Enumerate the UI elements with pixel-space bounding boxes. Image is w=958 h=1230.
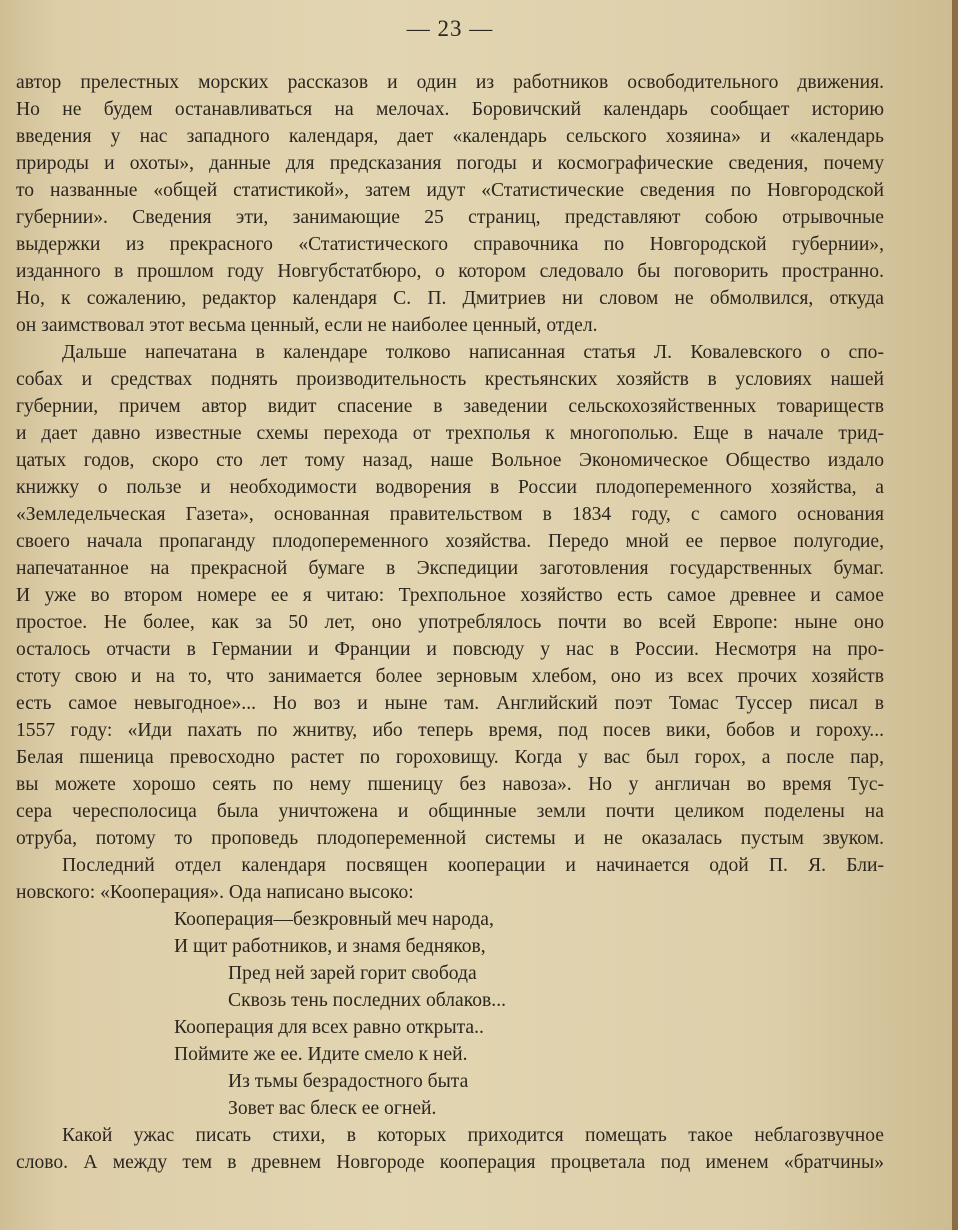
text-line: стоту свою и на то, что занимается более зерновым хлебом, оно из всех прочих хозяйств [16,666,884,687]
text-line: Белая пшеница превосходно растет по гороховищу. Когда у вас был горох, а после пар, [16,747,884,768]
page-edge [952,0,958,1230]
poem-line: Кооперация для всех равно открыта.. [174,1017,484,1038]
poem-line: Из тьмы безрадостного быта [228,1071,469,1092]
text-line: Какой ужас писать стихи, в которых приходится помещать такое неблагозвучное [62,1125,884,1146]
poem-line: Кооперация—безкровный меч народа, [174,909,494,930]
text-line: то названные «общей статистикой», затем идут «Статистические сведения по Новгородской [16,180,884,201]
text-line: выдержки из прекрасного «Статистического справочника по Новгородской губернии», [16,234,884,255]
text-line: Дальше напечатана в календаре толково написанная статья Л. Ковалевского о спо- [62,342,884,363]
text-line: вы можете хорошо сеять по нему пшеницу без навоза». Но у англичан во время Тус- [16,774,884,795]
text-line: есть самое невыгодное»... Но воз и ныне там. Английский поэт Томас Туссер писал в [16,693,884,714]
poem-line: Поймите же ее. Идите смело к ней. [174,1044,468,1065]
text-line: автор прелестных морских рассказов и один из работников освободительного движения. [16,72,884,93]
text-line: Последний отдел календаря посвящен кооперации и начинается одой П. Я. Бли- [62,855,884,876]
text-line: И уже во втором номере ее я читаю: Трехпольное хозяйство есть самое древнее и самое [16,585,884,606]
page-number: — 23 — [406,16,494,41]
poem-line: И щит работников, и знамя бедняков, [174,936,486,957]
poem-line: Пред ней зарей горит свобода [228,963,477,984]
text-line: цатых годов, скоро сто лет тому назад, наше Вольное Экономическое Общество издало [16,450,884,471]
text-line: собах и средствах поднять производительность крестьянских хозяйств в условиях нашей [16,369,884,390]
text-line: природы и охоты», данные для предсказания погоды и космографические сведения, почему [16,153,884,174]
text-line: Но, к сожалению, редактор календаря С. П. Дмитриев ни словом не обмолвился, откуда [16,288,884,309]
text-line: своего начала пропаганду плодопеременного хозяйства. Передо мной ее первое полугодие, [16,531,884,552]
text-line: 1557 году: «Иди пахать по жнитву, ибо теперь время, под посев вики, бобов и гороху... [16,720,884,741]
text-line: сера чересполосица была уничтожена и общинные земли почти целиком поделены на [16,801,884,822]
text-line: отруба, потому то проповедь плодопеременной системы и не оказалась пустым звуком. [16,828,884,849]
poem-line: Сквозь тень последних облаков... [228,990,506,1011]
page-text [16,69,884,1176]
poem-line: Зовет вас блеск ее огней. [228,1098,437,1119]
text-line: осталось отчасти в Германии и Франции и повсюду у нас в России. Несмотря на про- [16,639,884,660]
text-line: простое. Не более, как за 50 лет, оно употреблялось почти во всей Европе: ныне оно [16,612,884,633]
text-line: Но не будем останавливаться на мелочах. Боровичский календарь сообщает историю [16,99,884,120]
text-line: и дает давно известные схемы перехода от трехполья к многополью. Еще в начале трид- [16,423,884,444]
text-line: новского: «Кооперация». Ода написано высоко: [16,882,414,903]
text-line: книжку о пользе и необходимости водворения в России плодопеременного хозяйства, а [16,477,884,498]
text-line: изданного в прошлом году Новгубстатбюро, о котором следовало бы поговорить пространно. [16,261,884,282]
text-line: «Земледельческая Газета», основанная правительством в 1834 году, с самого основания [16,504,884,525]
text-line: напечатанное на прекрасной бумаге в Экспедиции заготовления государственных бумаг. [16,558,884,579]
text-line: введения у нас западного календаря, дает «календарь сельского хозяина» и «календарь [16,126,884,147]
text-line: слово. А между тем в древнем Новгороде кооперация процветала под именем «братчины» [16,1152,884,1173]
text-line: губернии». Сведения эти, занимающие 25 страниц, представляют собою отрывочные [16,207,884,228]
text-line: губернии, причем автор видит спасение в заведении сельскохозяйственных товариществ [16,396,884,417]
text-line: он заимствовал этот весьма ценный, если не наиболее ценный, отдел. [16,315,598,336]
